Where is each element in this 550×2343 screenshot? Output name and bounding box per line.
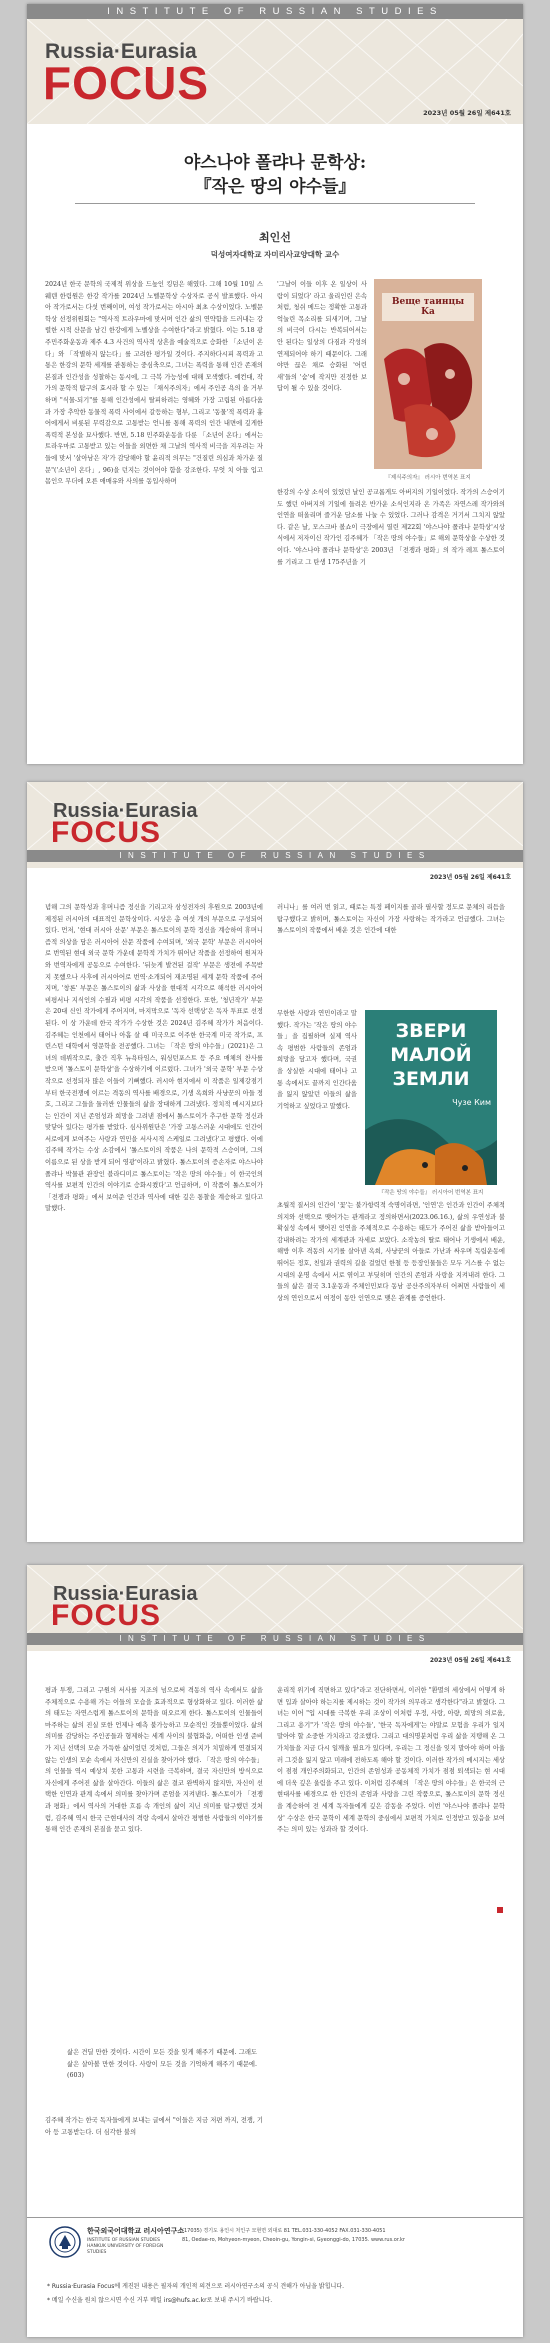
issue-number: 2023년 05월 26일 제641호 [429,874,511,881]
body-text-col-left: 념해 그의 문학성과 휴머니즘 정신을 기리고자 삼성전자의 후원으로 2003년에 제정된 러시아의 대표적인 문학상이다. 시상은 총 여섯 개의 부문으로 구성되어 있다. 먼저, '현대 러시아 산문' 부문은 톨스토이의 문학 정신을 계승하여 휴머니즘적 의상을 담은 러시아어 산문 작품에 수여되며, '외국 문학' 부문은 러시아어로 번역된 현대 외국 문학 가운데 문학적 가치가 뛰어난 작품을 선정하여 원저자와 번역자에게 공동으로 수여한다. '뒤늦게 발견된 걸작' 부문은 생전에 주목받지 못했으나 사후에 러시아어로 번역·소개되어 재조명된 세계 문학 작품에 주어지며, '창론' 부문은 톨스토이의 삶과 사상을 현대적 시각으로 해석한 러시아어 비평서나 지식인의 수필과 비평 시각의 작품을 선정한다. 또한, '청년작가' 부문은 20대 신인 작가에게 주어지며, 마지막으로 '독자 선택상'은 독자 투표로 선정된다. 이 상 가운데 한국 작가가 수상한 것은 2024년 김주혜 작가가 처음이다. 김주혜는 인천에서 태어나 아홉 살 때 미국으로 이주한 한국계 미국 작가로, 프린스턴 대학에서 영문학을 전공했다. 그녀는 「작은 땅의 야수들」(2021)은 그녀의 데뷔작으로, 출간 직후 뉴욕타임스, 워싱턴포스트 등 주요 매체의 찬사를 받으며 '톨스토이 문학상'을 수상하기에 이르렀다. 그녀가 '외국 문학' 부문 수상작으로 선정되자 많은 이들이 기뻐했다. 러시아 현지에서 이 작품은 일제강점기부터 한국전쟁에 이르는 격동의 역사를 배경으로, 기생 옥희와 사냥꾼의 아들 정호, 그리고 그들을 둘러싼 인물들의 삶을 장대하게 그려냈다. 정치적 메시지보다는 인간이 지닌 존엄성과 희망을 그려낸 점에서 톨스토이가 추구한 문학 정신과 맞닿아 있다는 평가를 받았다. 심사위원단은 '가장 고통스러운 시대에도 인간이 서로에게 보여주는 사랑과 연민을 서사시적 스케일로 그려냈다'고 평했다. 이에 김주혜 작가는 수상 소감에서 '톨스토이의 작품은 나의 문학적 스승이며, 그의 이름으로 된 상을 받게 되어 영광'이라고 밝혔다. 톨스토이의 증손자로 야스나야 폴랴나 박물관 관장인 블라디미르 톨스토이는 '작은 땅의 야수들」이 한국인의 역사를 보편적 인간의 이야기로 승화시켰다'고 언급하며, 이 작품이 톨스토이가 「전쟁과 평화」에서 보여준 인간과 역사에 대한 깊은 통찰을 계승하고 있다고 말했다. [45,904,263,1213]
footer-address [182,2227,507,2245]
series-name: Russia·Eurasia [53,800,198,822]
page-2 [27,782,523,1542]
focus-logo: FOCUS [51,1599,161,1632]
issue-number: 2023년 05월 26일 제641호 [429,1657,511,1664]
series-name: Russia·Eurasia [45,40,197,63]
disclaimer-note: * Russia·Eurasia Focus에 게진된 내용은 필자의 개인적 의견으로 러시아연구소의 공식 견해가 아님을 밝힙니다. [47,2283,344,2290]
footer-address-korean: (17035) 경기도 용인시 처인구 모현면 외대로 81 TEL.031-330-4052 FAX.031-330-4051 [182,2228,386,2234]
body-text-col-left: 평과 투쟁, 그리고 구원의 서사를 지조의 넘으로써 격동의 역사 속에서도 삶을 주체적으로 수용해 가는 이들의 모습을 효과적으로 형상화하고 있다. 이러한 삶의 태도는 자연스럽게 톨스토이의 문학을 떠오르게 한다. 톨스토이의 인물들이 마주하는 삶의 진실 또한 언제나 예측 불가능하고 모순적인 것들뿐이었다. 삶의 의미를 감당하는 주인공들과 형제하는 세계 사이의 불협화음, 어떠한 인생 준비가 지닌 선택의 모순 가득한 삶이었던 것처럼, 그들은 의지가 치밀하게 연결되지 않는 인생의 모순 속에서 자신만의 진실을 찾아가야 했다. 「작은 땅의 야수들」의 인물들 역시 예상치 못한 고통과 시련을 극복하며, 결국 자신만의 방식으로 자신에게 주어진 삶을 살아간다. 이들의 삶은 결코 완벽하지 않지만, 자신이 선택한 인연과 관계 속에서 의미를 찾아가며 존엄을 지켜낸다. 톨스토이가 「전쟁과 평화」에서 역사의 거대한 흐름 속 개인의 삶이 지닌 의미를 탐구했던 것처럼, 김주혜 역시 한국 근현대사의 격랑 속에서 살아간 평범한 사람들의 이야기를 통해 인간 존재의 본질을 묻고 있다. [45,1687,263,1834]
focus-logo: FOCUS [51,816,161,849]
book-cover-beasts [365,1010,497,1185]
block-quote: 삶은 견딜 만한 것이다. 시간이 모든 것을 잊게 해주기 때문에. 그래도 삶은 살아볼 만한 것이다. 사랑이 모든 것을 기억하게 해주기 때문에. (603) [67,2049,257,2080]
end-mark [497,1907,503,1913]
page-1 [27,4,523,764]
series-name: Russia·Eurasia [53,1583,198,1605]
page-3 [27,1565,523,2337]
footer [27,2217,523,2278]
cover-title-line-2: МАЛОЙ [390,1044,472,1066]
footer-institute-subtitle: INSTITUTE OF RUSSIAN STUDIES HANKUK UNIVERSITY OF FOREIGN STUDIES [87,2238,164,2255]
institute-banner: INSTITUTE OF RUSSIAN STUDIES [27,1633,523,1645]
focus-logo: FOCUS [43,57,209,109]
title-divider [75,203,475,204]
figure-1-caption: 『제식주의자』 러시아 번역본 표지 [385,475,471,481]
author-affiliation: 덕성여자대학교 자미리사교양대학 교수 [210,250,340,259]
body-text-col-right-bottom: 초월적 질서의 인간이 '꽃'는 불가항력적 숙명이라면, '인연'은 인간과 인간이 주체적 의지와 선택으로 맺어가는 관계라고 정의하면서(2023.06.16.), 삶의 우연성과 불확실성 속에서 맺어진 인연을 주체적으로 수용하는 태도가 주어진 삶을 받아들이고 감내하려는 작가의 세계관과 자세로 보았다. 소작농의 딸로 태어나 기생에서 배운, 해방 이후 격동의 시기를 살아낸 옥희, 사냥꾼의 아들로 가난과 싸우며 독립운동에 뛰어든 정호, 친일과 권력의 길을 걸었던 한철 등 등장인물들은 모두 거스를 수 없는 시대의 운명 속에서 서로 엮이고 부딪히며 인간의 존엄과 사랑을 지켜내려 한다. 그들의 삶은 결국 3.1운동과 주체인민보다 동남 공산주의자부터 어쩌면 사람들이 세상의 연인으로서 여정이 동안 인연으로 맺은 관계를 증언한다. [277,1202,505,1302]
cover-title-line-3: ЗЕМЛИ [392,1068,470,1090]
footer-institute-name: 한국외국어대학교 러시아연구소 [87,2227,185,2235]
masthead-small [27,1565,523,1651]
body-text-col-left-end: 김주혜 작가는 한국 독자들에게 보내는 글에서 "이들은 지금 저편 까지, 전쟁, 기아 등 고통받는다. 더 심각한 불의 [45,2117,263,2136]
unsubscribe-note: * 메일 수신을 원치 않으시면 수신 거부 메일 irs@hufs.ac.kr로 보내 주시기 바랍니다. [47,2297,273,2304]
cover-title-cyrillic: Веще таинцы Kа [391,297,465,317]
issue-number: 2023년 05월 26일 제641호 [423,109,511,117]
body-text-col-left: 2024년 한국 문학의 국제적 위상을 드높인 킹덤은 해였다. 그해 10월 10일 스웨덴 한림원은 한강 작가를 2024년 노벨문학상 수상자로 공식 발표했다. 아시아 작가로서는 다섯 번째이며, 여성 작가로서는 아시아 최초 수상이었다. 노벨문학상 선정위원회는 "역사적 트라우마에 맞서며 인간 삶의 연약함을 드러내는 강렬한 시적 산문을 남긴 한강에게 노벨상을 수여한다"라고 밝혔다. 이는 5.18 광주민주화운동과 제주 4.3 사건의 역사적 상흔을 예술적으로 승화한 「소년이 온다」와 「작별하지 않는다」를 고려한 평가일 것이다. 주지하다시피 폭력과 고통은 한강의 문학 세계를 관통하는 중심축으로, 그녀는 폭력을 통해 인간 존재의 본질과 인간성을 성찰하는 동시에, 그 극복 가능성에 대해 모색했다. 예컨대, 작가의 문학적 탐구의 효시라 할 수 있는 「채식주의자」에서 주인공 욕의 을 거부하며 "식물-되기"를 통해 인간성에서 탈피하려는 영혜와 가장 고립된 아름다움과 가장 추악한 동물적 폭력 사이에서 갈등하는 형부, 그리고 '동물'적 폭력과 흉어에게서 비롯된 무력감으로 고통받는 언니를 통해 폭력의 인간 내면에 깊게한 폭력적 본성을 묘사했다. 반면, 5.18 민주화운동을 다룬 「소년이 온다」에서는 트라우마로 고통받고 있는 이들을 외면한 채 그날의 역사적 비극을 지우려는 자들에 맞서 '살아남은 자'가 감당해야 할 윤리적 의무는 "건질린 의심과 차가운 질문"('소년이 온다」, 96)을 던지는 것이어야 함을 강조한다. 무엇 치 아들 입고 몸인으 무더에 오른 애매유와 사의를 동입사하며 [45,281,263,486]
author-name: 최인선 [259,231,291,244]
book-cover-vegetarian [374,279,482,469]
footer-address-english: 81, Oedae-ro, Mohyeon-myeon, Cheoin-gu, Yongin-si, Gyeonggi-do, 17035. www.rus.or.kr [182,2237,405,2243]
article-title-line-2: 『작은 땅의 야수들』 [194,177,356,197]
article-title-line-1: 야스나야 폴랴나 문학상: [183,153,367,173]
cover-title-line-1: ЗВЕРИ [395,1020,467,1042]
institute-banner: INSTITUTE OF RUSSIAN STUDIES [27,850,523,862]
cover-author: Чузе Ким [452,1098,491,1107]
masthead-small [27,782,523,868]
body-text-col-right-top: 러니나」를 여러 번 읽고, 때로는 특정 페이지를 골라 필사할 정도로 문체의 리듬을 탐구했다고 밝히며, 톨스토이는 자신이 가장 사랑하는 작가라고 언급했다. 그녀는 톨스토이의 작품에서 배운 것은 인간에 대한 [277,904,505,935]
body-text-col-right-bottom: 한강의 수상 소식이 있었던 날인 공교롭게도 아버지의 기일이었다. 작가의 스승이기도 했던 아버지의 기일에 들려온 반가운 소식인지라 온 가족은 자연스레 작가와의 인연을 떠올리며 즐거운 담소를 나눌 수 있었다. 그러나 감격은 거기서 그치지 않았다. 같은 날, 모스크바 볼쇼이 극장에서 열린 제22회 '야스나야 폴랴나 문학상'시상식에서 저자이신 작가인 김주혜가 「작은 땅의 야수들」로 해외 문학상을 수상한 것이다. '야스나야 폴랴나 문학상'은 2003년 「전쟁과 평화」의 작가 레프 톨스토이를 기리고 그 탄생 175주년을 기 [277,489,505,566]
body-text-col-right-mid: 무한한 사랑과 연민이라고 말했다. 작가는 '작은 땅의 야수들」을 집필하며 실제 역사 속 평범한 사람들의 존엄과 희망을 담고자 했다며, 국권을 상실한 시대에 태어나 고통 속에서도 끝까지 인간다움을 잃지 않았던 이들의 삶을 기억하고 싶었다고 말했다. [277,1010,357,1110]
body-text-col-right: 운리적 위기에 직면하고 있다"라고 진단하면서, 이러한 "환멸의 세상에서 어떻게 하면 입과 살아야 하는지를 제시하는 것이 작가의 의무라고 생각한다"라고 밝혔다. 그녀는 이어 "입 시대를 극복한 우리 조상이 이처럼 우정, 사랑, 아량, 희망의 의로움, 그리고 용기"가 '작은 땅의 야수들', '한국 독자에게'는 야말로 모험을 우리가 일지 말아야 할 소중한 가치라고 강조했다. 그리고 대의명분처럼 우리 삶을 지탱해 온 그 가치들을 지금 다시 일깨울 필요가 있다며, 우리는 그 정신을 잊지 말아야 하며 아울러 그것을 잃지 않고 미래에 전하도록 해야 할 것이다. 이러한 작가의 메시지는 세상이 점점 개인주의화되고, 인간의 존엄성과 공동체적 가치가 점점 퇴색되는 현 시대에 더욱 깊은 울림을 주고 있다. 이처럼 김주혜의 「작은 땅의 야수들」은 한국의 근현대사를 배경으로 한 인간의 존엄과 사랑을 그린 작품으로, 톨스토이의 문학 정신을 계승하여 전 세계 독자들에게 깊은 감동을 주었다. 이번 '야스나야 폴랴나 문학상' 수상은 한국 문학이 세계 문학의 중심에서 보편적 가치로 인정받고 있음을 보여주는 의미 있는 성과라 할 것이다. [277,1687,505,1834]
university-seal-icon [49,2226,81,2258]
institute-banner: INSTITUTE OF RUSSIAN STUDIES [27,4,523,19]
masthead [27,4,523,124]
body-text-col-right-top: '그날이 이들 이후 온 일상이 사람이 되었다' 라고 울리인린 은속처럼, 청쉬 메드는 정확한 고통과 억눌린 목소리를 되새기며, 그날의 비극이 다시는 반복되어서는 안 된다는 일상의 다짐과 각성의 연제되어야 하기 때문이다. 그래야만 끊은 채로 승화된 '어린 새'들의 '숨'에 작지만 진정한 보답이 될 수 있을 것이다. [277,281,367,393]
figure-2-caption: 『작은 땅의 야수들』 러시아어 번역본 표지 [378,1190,484,1196]
